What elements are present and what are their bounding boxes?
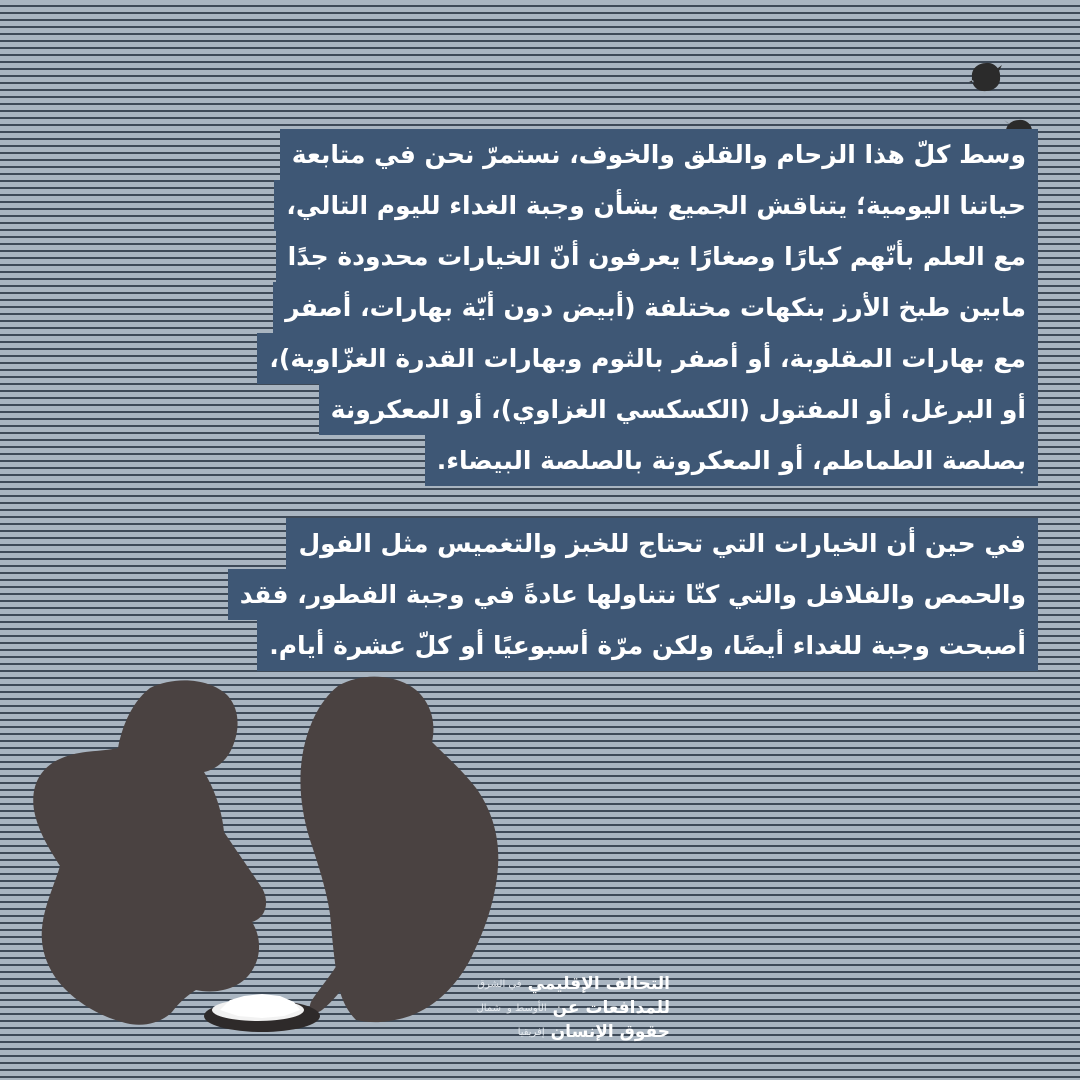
paragraph-2 bbox=[228, 518, 1038, 671]
logo-row-1 bbox=[410, 972, 670, 996]
logo-subtext: الأوسط و bbox=[507, 1002, 547, 1014]
paragraph-line: والحمص والفلافل والتي كنّا نتناولها عادةً في وجبة الفطور، فقد bbox=[228, 569, 1038, 620]
right-figure-silhouette bbox=[300, 677, 498, 1022]
paragraph-line: بصلصة الطماطم، أو المعكرونة بالصلصة البيضاء. bbox=[425, 435, 1038, 486]
logo-row-3 bbox=[410, 1020, 670, 1044]
left-figure-silhouette bbox=[33, 680, 266, 1024]
logo-subtext: إفريقيا bbox=[517, 1026, 545, 1038]
ink-spot-top bbox=[968, 60, 1004, 94]
paragraph-line: أو البرغل، أو المفتول (الكسكسي الغزاوي)، أو المعكرونة bbox=[319, 384, 1038, 435]
logo-row-2 bbox=[410, 996, 670, 1020]
paragraph-line: مابين طبخ الأرز بنكهات مختلفة (أبيض دون أيّة بهارات، أصفر bbox=[273, 282, 1038, 333]
logo-text: حقوق الإنسان bbox=[550, 1022, 670, 1042]
paragraph-line: مع بهارات المقلوبة، أو أصفر بالثوم وبهارات القدرة الغزّاوية)، bbox=[257, 333, 1038, 384]
paragraph-line: في حين أن الخيارات التي تحتاج للخبز والتغميس مثل الفول bbox=[286, 518, 1038, 569]
paragraph-line: وسط كلّ هذا الزحام والقلق والخوف، نستمرّ نحن في متابعة bbox=[280, 129, 1038, 180]
logo-subtext: شمال bbox=[476, 1002, 502, 1014]
paragraph-line: مع العلم بأنّهم كبارًا وصغارًا يعرفون أنّ الخيارات محدودة جدًا bbox=[276, 231, 1038, 282]
rice-plate-icon bbox=[204, 994, 320, 1032]
paragraph-1 bbox=[257, 129, 1038, 486]
paragraph-line: أصبحت وجبة للغداء أيضًا، ولكن مرّة أسبوعيًا أو كلّ عشرة أيام. bbox=[257, 620, 1038, 671]
logo-text: التحالف الإقليمي bbox=[527, 974, 670, 994]
paragraph-line: حياتنا اليومية؛ يتناقش الجميع بشأن وجبة الغداء لليوم التالي، bbox=[274, 180, 1038, 231]
organization-logo bbox=[410, 972, 670, 1044]
logo-text: للمدافعات عن bbox=[552, 998, 670, 1018]
logo-subtext: في الشرق bbox=[477, 978, 522, 990]
